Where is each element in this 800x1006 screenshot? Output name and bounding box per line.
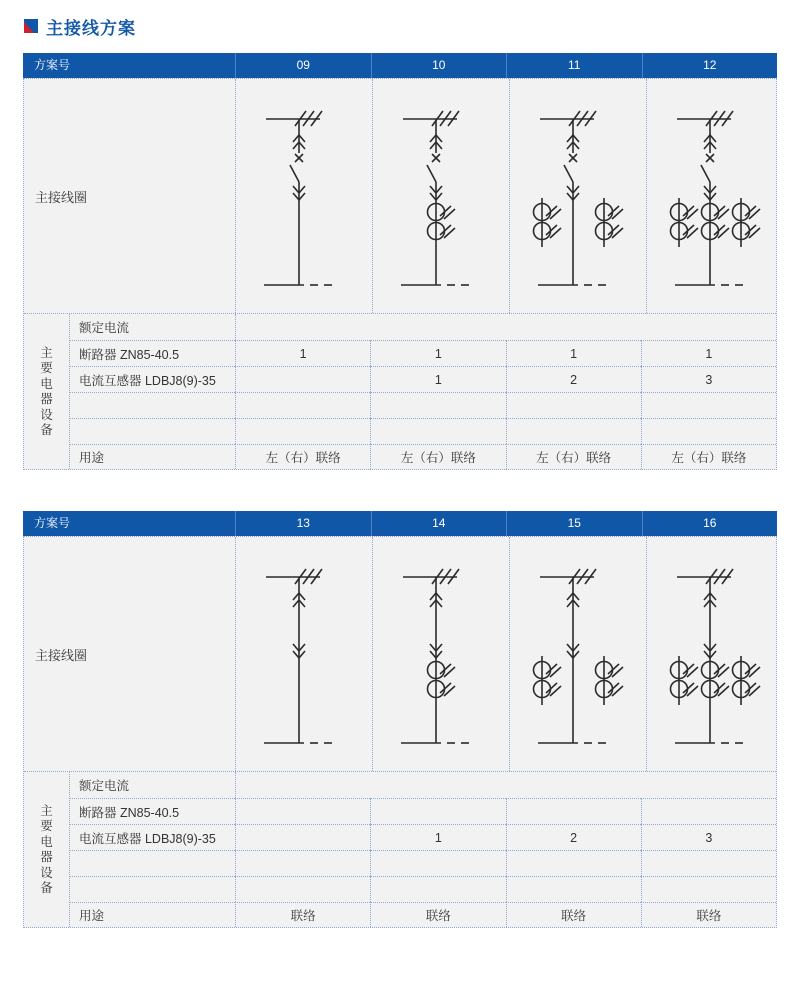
single-line-diagram-14 <box>373 543 509 761</box>
equipment-value-cell: 1 <box>370 340 505 366</box>
side-label-char: 器 <box>40 850 53 864</box>
diagram-cell-10 <box>372 79 509 313</box>
scheme-column-header-14: 14 <box>371 511 507 536</box>
equipment-value-cell <box>641 798 776 824</box>
equipment-value-cell <box>235 366 370 392</box>
scheme-column-header-13: 13 <box>235 511 371 536</box>
equipment-value-cell <box>506 876 641 902</box>
equipment-value-cell: 1 <box>506 340 641 366</box>
equipment-value-cell <box>235 876 370 902</box>
tables-container <box>0 53 800 928</box>
equipment-side-label <box>24 314 70 469</box>
equipment-row-label: 电流互感器 LDBJ8(9)-35 <box>70 824 235 850</box>
equipment-value-cell <box>235 418 370 444</box>
scheme-column-header-10: 10 <box>371 53 507 78</box>
equipment-value-cell <box>506 418 641 444</box>
side-label-char: 主 <box>40 345 53 360</box>
title-marker-icon <box>24 19 38 33</box>
side-label-char: 设 <box>40 407 53 422</box>
single-line-diagram-13 <box>236 543 372 761</box>
scheme-column-header-15: 15 <box>506 511 642 536</box>
single-line-diagram-15 <box>510 543 646 761</box>
equipment-value-cell: 2 <box>506 824 641 850</box>
equipment-value-cell <box>641 392 776 418</box>
diagram-cell-12 <box>646 79 783 313</box>
equipment-section <box>24 313 776 469</box>
page-title: 主接线方案 <box>46 18 136 38</box>
equipment-value-cell <box>370 392 505 418</box>
usage-row-label: 用途 <box>70 902 235 927</box>
scheme-column-header-12: 12 <box>642 53 778 78</box>
diagram-row <box>24 79 776 313</box>
scheme-number-header-label: 方案号 <box>34 58 71 72</box>
equipment-row-label <box>70 392 235 418</box>
diagram-cell-14 <box>372 537 509 771</box>
equipment-values-merged <box>235 772 776 798</box>
table-body <box>23 78 777 470</box>
single-line-diagram-11 <box>510 85 646 303</box>
equipment-row-label: 额定电流 <box>79 779 130 793</box>
scheme-table-1 <box>23 53 777 470</box>
equipment-value-cell <box>641 418 776 444</box>
equipment-value-cell: 1 <box>641 340 776 366</box>
side-label-char: 要 <box>40 819 53 833</box>
side-label-char: 备 <box>40 423 53 437</box>
equipment-value-cell <box>235 824 370 850</box>
equipment-value-cell: 3 <box>641 824 776 850</box>
diagram-cell-13 <box>235 537 372 771</box>
scheme-column-header-16: 16 <box>642 511 778 536</box>
usage-value-cell: 左（右）联络 <box>641 444 776 469</box>
equipment-row-label: 断路器 ZN85-40.5 <box>70 798 235 824</box>
usage-value-cell: 联络 <box>235 902 370 927</box>
side-label-char: 器 <box>40 392 53 406</box>
usage-value-cell: 联络 <box>641 902 776 927</box>
usage-value-cell: 联络 <box>506 902 641 927</box>
side-label-char: 电 <box>40 376 53 391</box>
usage-value-cell: 联络 <box>370 902 505 927</box>
diagram-row <box>24 537 776 771</box>
scheme-number-header-label: 方案号 <box>34 516 71 530</box>
equipment-row-label <box>70 876 235 902</box>
table-header <box>23 511 777 536</box>
scheme-column-header-11: 11 <box>506 53 642 78</box>
equipment-value-cell <box>641 876 776 902</box>
equipment-value-cell <box>370 876 505 902</box>
single-line-diagram-16 <box>647 543 783 761</box>
equipment-value-cell: 3 <box>641 366 776 392</box>
page-title-row <box>24 15 800 37</box>
diagram-cell-09 <box>235 79 372 313</box>
equipment-values-merged <box>235 314 776 340</box>
equipment-value-cell: 1 <box>370 824 505 850</box>
equipment-value-cell <box>235 798 370 824</box>
equipment-value-cell <box>506 392 641 418</box>
side-label-char: 主 <box>40 803 53 818</box>
equipment-value-cell: 2 <box>506 366 641 392</box>
side-label-char: 设 <box>40 865 53 880</box>
equipment-row-label <box>70 418 235 444</box>
equipment-value-cell <box>370 418 505 444</box>
usage-value-cell: 左（右）联络 <box>235 444 370 469</box>
equipment-section <box>24 771 776 927</box>
diagram-row-label: 主接线圈 <box>35 647 88 663</box>
usage-row-label: 用途 <box>70 444 235 469</box>
equipment-value-cell <box>641 850 776 876</box>
equipment-value-cell <box>506 798 641 824</box>
equipment-row-label <box>70 850 235 876</box>
scheme-column-header-09: 09 <box>235 53 371 78</box>
equipment-side-label <box>24 772 70 927</box>
diagram-row-label: 主接线圈 <box>35 189 88 205</box>
table-header <box>23 53 777 78</box>
single-line-diagram-09 <box>236 85 372 303</box>
equipment-value-cell: 1 <box>370 366 505 392</box>
single-line-diagram-12 <box>647 85 783 303</box>
diagram-cell-15 <box>509 537 646 771</box>
equipment-value-cell <box>370 850 505 876</box>
usage-value-cell: 左（右）联络 <box>506 444 641 469</box>
equipment-row-label: 额定电流 <box>79 321 130 335</box>
equipment-value-cell <box>235 850 370 876</box>
equipment-row-label: 电流互感器 LDBJ8(9)-35 <box>70 366 235 392</box>
equipment-value-cell: 1 <box>235 340 370 366</box>
equipment-value-cell <box>506 850 641 876</box>
usage-value-cell: 左（右）联络 <box>370 444 505 469</box>
side-label-char: 电 <box>40 834 53 849</box>
diagram-cell-11 <box>509 79 646 313</box>
equipment-row-label: 断路器 ZN85-40.5 <box>70 340 235 366</box>
single-line-diagram-10 <box>373 85 509 303</box>
side-label-char: 要 <box>40 361 53 375</box>
side-label-char: 备 <box>40 881 53 895</box>
diagram-cell-16 <box>646 537 783 771</box>
equipment-value-cell <box>370 798 505 824</box>
scheme-table-2 <box>23 511 777 928</box>
equipment-value-cell <box>235 392 370 418</box>
table-body <box>23 536 777 928</box>
